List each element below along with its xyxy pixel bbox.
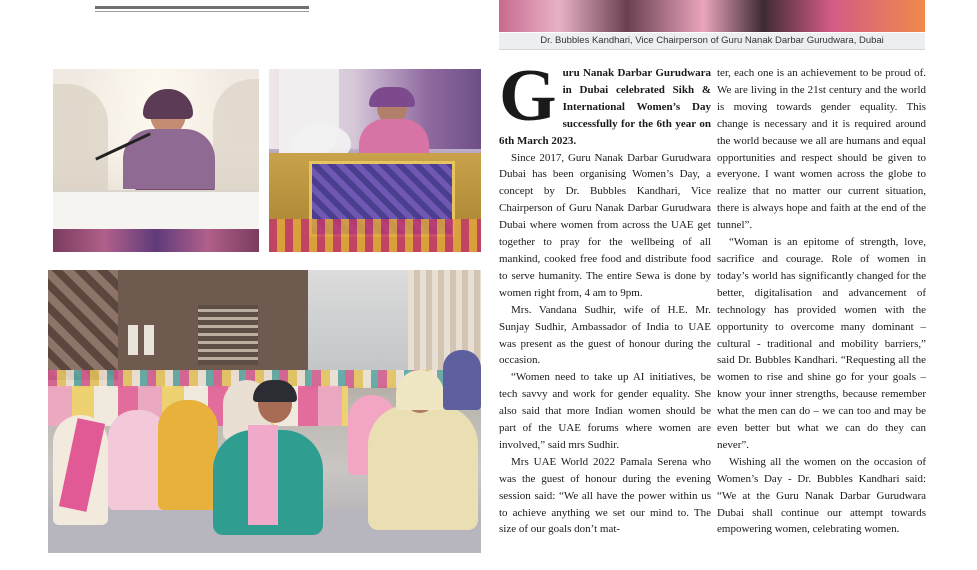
article-paragraph: Wishing all the women on the occasion of Women’s Day - Dr. Bubbles Kandhari said: “We at the Guru Nanak Darbar Gurudwara Dubai shall continue our attempt towards empowering women, celebrating women. [717,455,926,536]
article-column-left [499,55,711,538]
article-lead: uru Nanak Darbar Gurudwara in Dubai celebrated Sikh & International Women’s Day successfully for the 6th year on 6th March 2023. [499,67,711,147]
top-rule-thin [95,11,309,12]
photo-bubbles-kandhari [499,0,925,32]
article-paragraph: Mrs. Vandana Sudhir, wife of H.E. Mr. Sunjay Sudhir, Ambassador of India to UAE was present as the guest of honour during the occasion. [499,303,711,367]
article-paragraph: ter, each one is an achievement to be proud of. We are living in the 21st century and the world is moving towards gender equality. This change is necessary and it is required around the world because we all are humans and equal opportunities and respect should be given to everyone. I want women across the globe to realize that no matter our current situation, there is always hope and faith at the end of the tunnel”. [717,67,926,232]
article-paragraph: “Woman is an epitome of strength, love, sacrifice and courage. Role of women in today’s world has significantly changed for the better, digitalisation and advancement of technology has provided women with the opportunity to overcome many dominant – cultural - traditional and mobility barriers,” said Dr. Bubbles Kandhari. “Requesting all the women to rise and shine go for your goals – know your inner strengths, because remember what the men can do – we can too and may be even better but what we can do they can never”. [717,236,926,451]
photo-speaker-at-podium [53,69,259,252]
article-paragraph: Mrs UAE World 2022 Pamala Serena who was the guest of honour during the evening session said: “We all have the power within us to achieve anything we set our mind to. The size of our goals don’t mat- [499,455,711,536]
article-column-right [717,65,926,538]
drop-cap: G [499,55,557,137]
top-rule [95,6,309,9]
article-paragraph: Since 2017, Guru Nanak Darbar Gurudwara Dubai has been organising Women’s Day, a concept by Dr. Bubbles Kandhari, Vice Chairperson of Guru Nanak Darbar Gurudwara Dubai where women from across the UAE get together to pray for the wellbeing of all mankind, cooked free food and distribute food to serve humanity. The entire Sewa is done by women right from, 4 am to 9pm. [499,151,711,299]
photo-woman-reading-scripture [269,69,481,252]
photo-women-gathering [48,270,481,553]
article-paragraph: “Women need to take up AI initiatives, be tech savvy and work for gender equality. She also said that more Indian women should be part of the UAE forums where women are involved,” said mrs Sudhir. [499,371,711,451]
photo-caption: Dr. Bubbles Kandhari, Vice Chairperson of Guru Nanak Darbar Gurudwara, Dubai [499,33,925,50]
